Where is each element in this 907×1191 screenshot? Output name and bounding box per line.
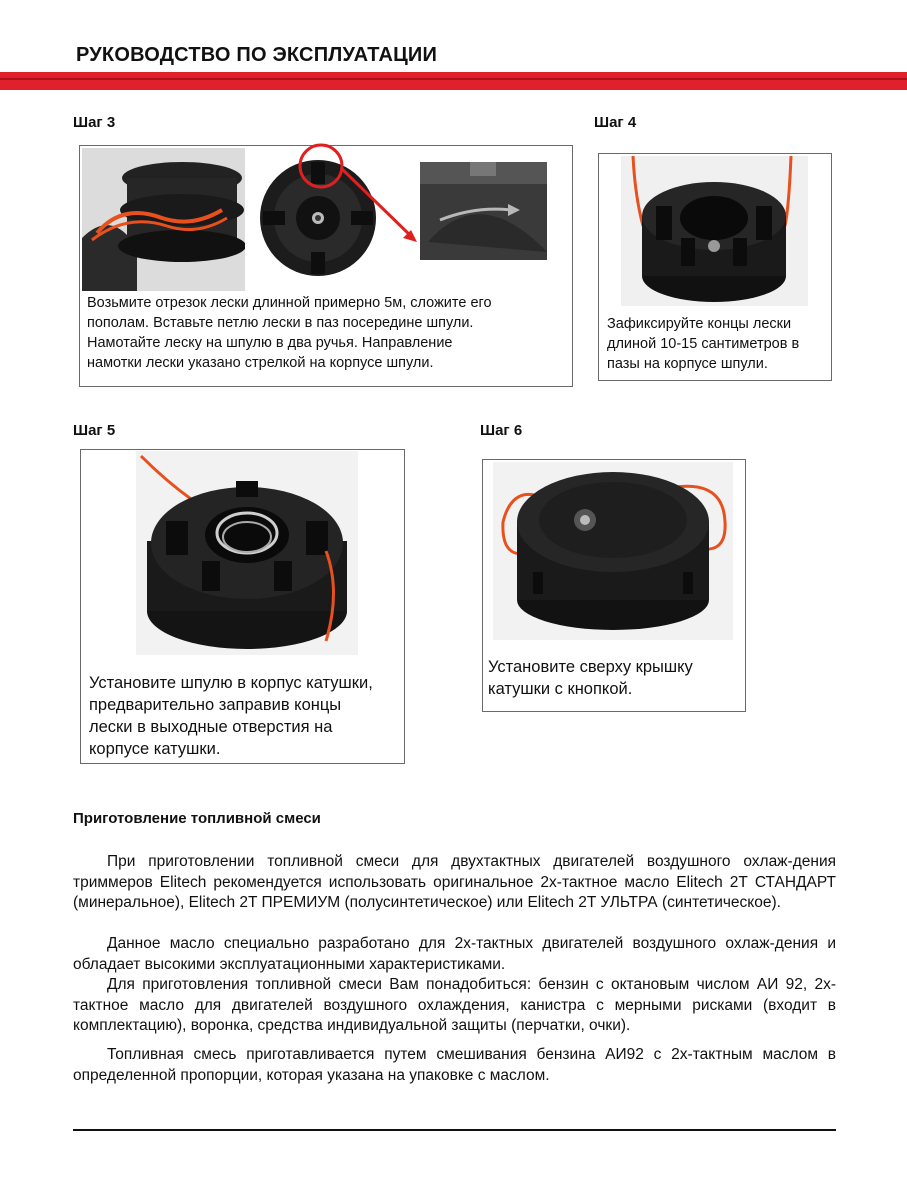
step-4-box [598,153,832,381]
step-5-caption-line: корпусе катушки. [89,740,221,758]
paragraph: Для приготовления топливной смеси Вам понадобиться: бензин с октановым числом АИ 92, 2х-тактное масло для двигателей воздушного охлаждения, канистра с мерными рисками (входит в комплектацию), воронка, средства индивидуальной защиты (перчатки, очки). [73,976,836,1034]
step-4-caption-line: Зафиксируйте концы лески [607,316,792,332]
step-5-caption [89,672,399,760]
step-3-box [79,145,573,387]
step-4-spool-photo [621,156,808,306]
step-5-caption-line: лески в выходные отверстия на [89,718,333,736]
step-6-box [482,459,746,712]
step-3-label: Шаг 3 [73,114,116,131]
step-4-caption [607,314,825,374]
step-5-caption-line: Установите шпулю в корпус катушки, [89,674,373,692]
step-6-caption [488,656,738,700]
footer-rule [73,1129,836,1131]
step-6-label: Шаг 6 [480,422,523,439]
paragraph: Топливная смесь приготавливается путем смешивания бензина АИ92 с 2х-тактным маслом в определенной пропорции, которая указана на упаковке с маслом. [73,1046,836,1084]
header-red-band [0,72,907,90]
step-6-cap-photo [493,462,733,640]
step-5-label: Шаг 5 [73,422,116,439]
step-3-caption-line: Возьмите отрезок лески длинной примерно 5м, сложите его [87,295,492,311]
document-title: РУКОВОДСТВО ПО ЭКСПЛУАТАЦИИ [76,44,438,66]
step-4-caption-line: длиной 10-15 сантиметров в [607,336,800,352]
step-3-caption-line: намотки лески указано стрелкой на корпусе шпули. [87,355,434,371]
paragraph: Данное масло специально разработано для 2х-тактных двигателей воздушного охлаж-дения и обладает высокими эксплуатационными характеристиками. [73,935,836,973]
step-3-caption-line: пополам. Вставьте петлю лески в паз посередине шпули. [87,315,474,331]
step-3-caption-line: Намотайте леску на шпулю в два ручья. Направление [87,335,453,351]
step-5-caption-line: предварительно заправив концы [89,696,342,714]
section-title: Приготовление топливной смеси [73,810,321,827]
paragraph: При приготовлении топливной смеси для двухтактных двигателей воздушного охлаж-дения триммеров Elitech рекомендуется использовать оригинальное 2х-тактное масло Elitech 2Т СТАНДАРТ (минеральное), Elitech 2T ПРЕМИУМ (полусинтетическое) или Elitech 2T УЛЬТРА (синтетическое). [73,853,836,911]
step-5-box [80,449,405,764]
step-6-caption-line: Установите сверху крышку [488,658,693,676]
step-3-caption [87,293,567,373]
step-6-caption-line: катушки с кнопкой. [488,680,633,698]
step-3-direction-photo [420,162,547,260]
step-4-label: Шаг 4 [594,114,637,131]
step-5-assembly-photo [136,451,358,655]
highlight-arrow-icon [295,138,425,258]
step-3-winding-photo [82,148,245,291]
step-4-caption-line: пазы на корпусе шпули. [607,356,768,372]
